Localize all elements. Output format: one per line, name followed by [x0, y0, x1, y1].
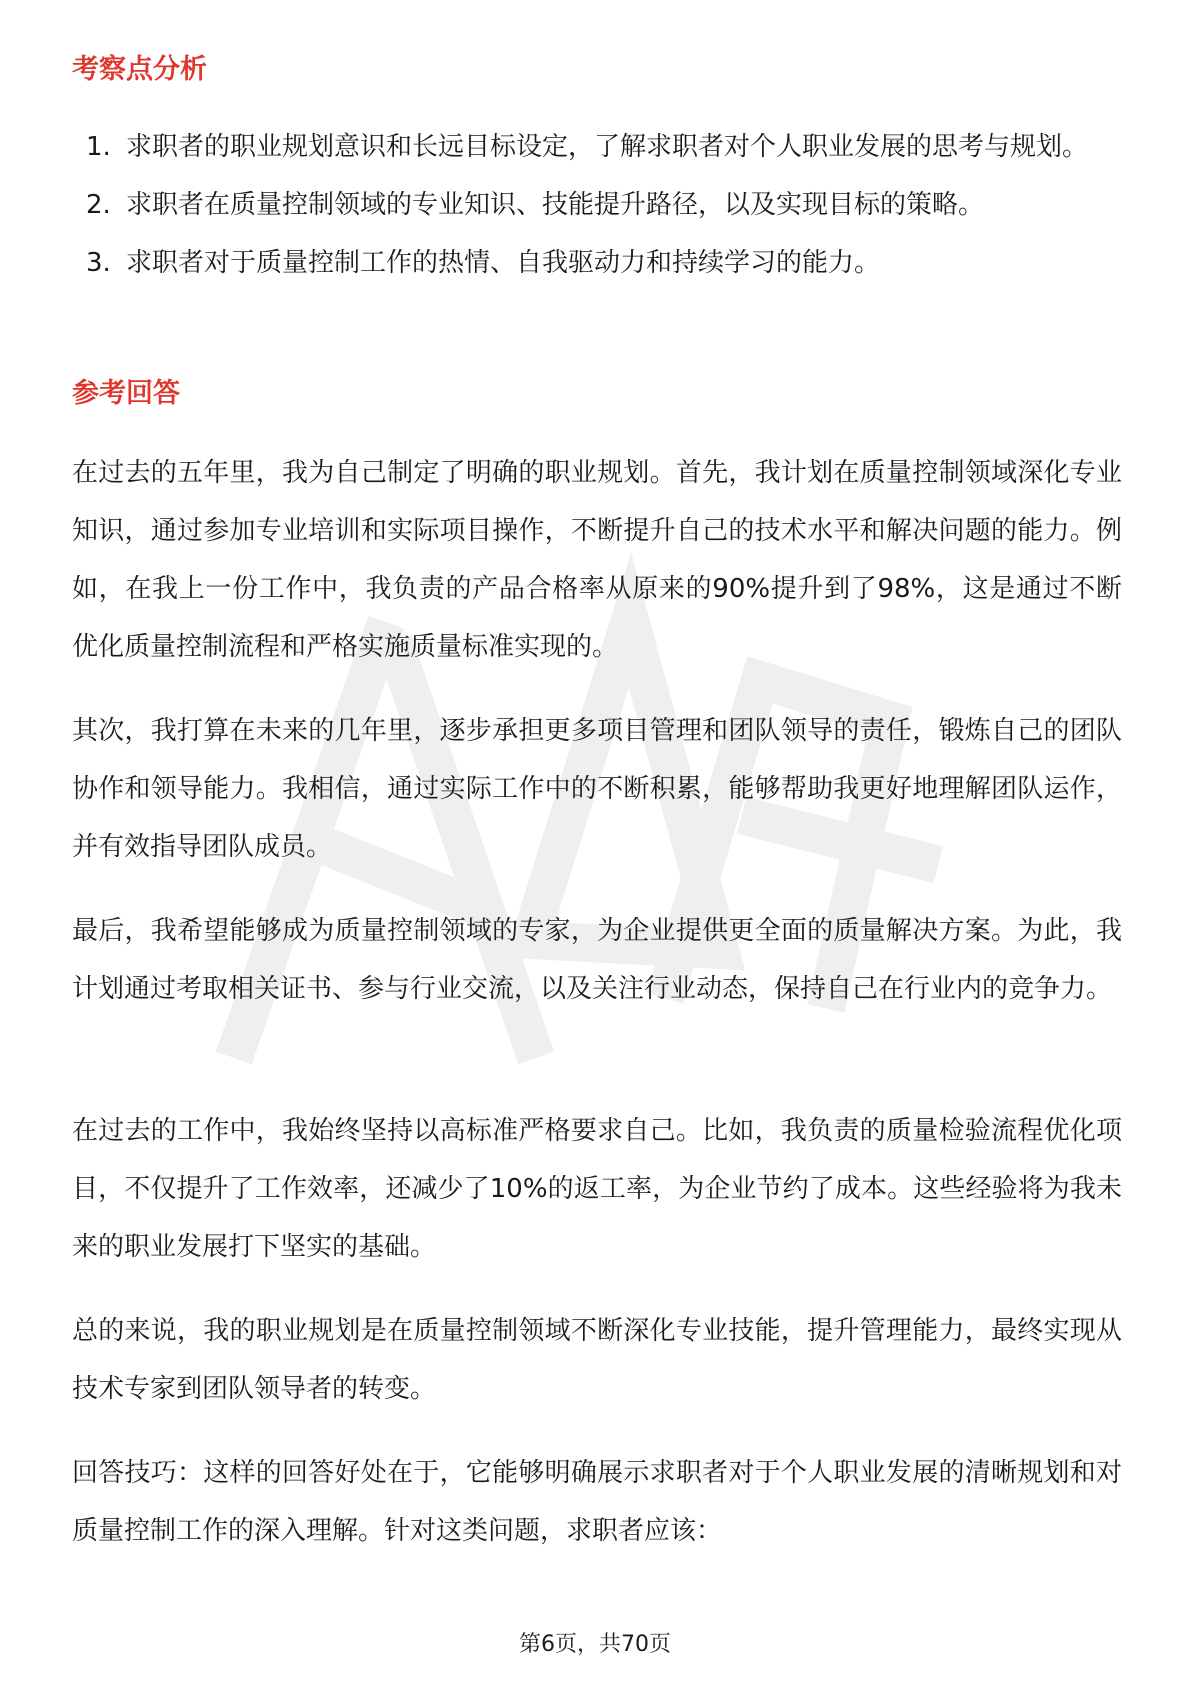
list-item-text: 求职者在质量控制领域的专业知识、技能提升路径，以及实现目标的策略。: [126, 190, 985, 220]
answer-paragraph-3: 最后，我希望能够成为质量控制领域的专家，为企业提供更全面的质量解决方案。为此，我计划通过考取相关证书、参与行业交流，以及关注行业动态，保持自己在行业内的竞争力。: [72, 916, 1122, 1004]
answer-paragraph-5: 总的来说，我的职业规划是在质量控制领域不断深化专业技能，提升管理能力，最终实现从技术专家到团队领导者的转变。: [72, 1316, 1122, 1404]
analysis-heading: 考察点分析: [72, 54, 207, 85]
list-item: [72, 234, 1132, 292]
answer-tips-paragraph: 回答技巧：这样的回答好处在于，它能够明确展示求职者对于个人职业发展的清晰规划和对质量控制工作的深入理解。针对这类问题，求职者应该：: [72, 1458, 1122, 1546]
list-number: 2.: [86, 190, 111, 220]
answer-paragraph-1: 在过去的五年里，我为自己制定了明确的职业规划。首先，我计划在质量控制领域深化专业知识，通过参加专业培训和实际项目操作，不断提升自己的技术水平和解决问题的能力。例如，在我上一份工作中，我负责的产品合格率从原来的90%提升到了98%，这是通过不断优化质量控制流程和严格实施质量标准实现的。: [72, 458, 1122, 662]
list-item: [72, 176, 1132, 234]
list-item: [72, 118, 1132, 176]
page-number: 第6页，共70页: [519, 1632, 671, 1657]
answer-heading: 参考回答: [72, 378, 180, 409]
list-number: 3.: [86, 248, 111, 278]
list-item-text: 求职者的职业规划意识和长远目标设定，了解求职者对个人职业发展的思考与规划。: [126, 132, 1089, 162]
list-number: 1.: [86, 132, 111, 162]
analysis-list: [72, 118, 1132, 292]
answer-paragraph-2: 其次，我打算在未来的几年里，逐步承担更多项目管理和团队领导的责任，锻炼自己的团队协作和领导能力。我相信，通过实际工作中的不断积累，能够帮助我更好地理解团队运作，并有效指导团队成员。: [72, 716, 1122, 862]
answer-paragraph-4: 在过去的工作中，我始终坚持以高标准严格要求自己。比如，我负责的质量检验流程优化项目，不仅提升了工作效率，还减少了10%的返工率，为企业节约了成本。这些经验将为我未来的职业发展打下坚实的基础。: [72, 1116, 1122, 1262]
list-item-text: 求职者对于质量控制工作的热情、自我驱动力和持续学习的能力。: [126, 248, 881, 278]
